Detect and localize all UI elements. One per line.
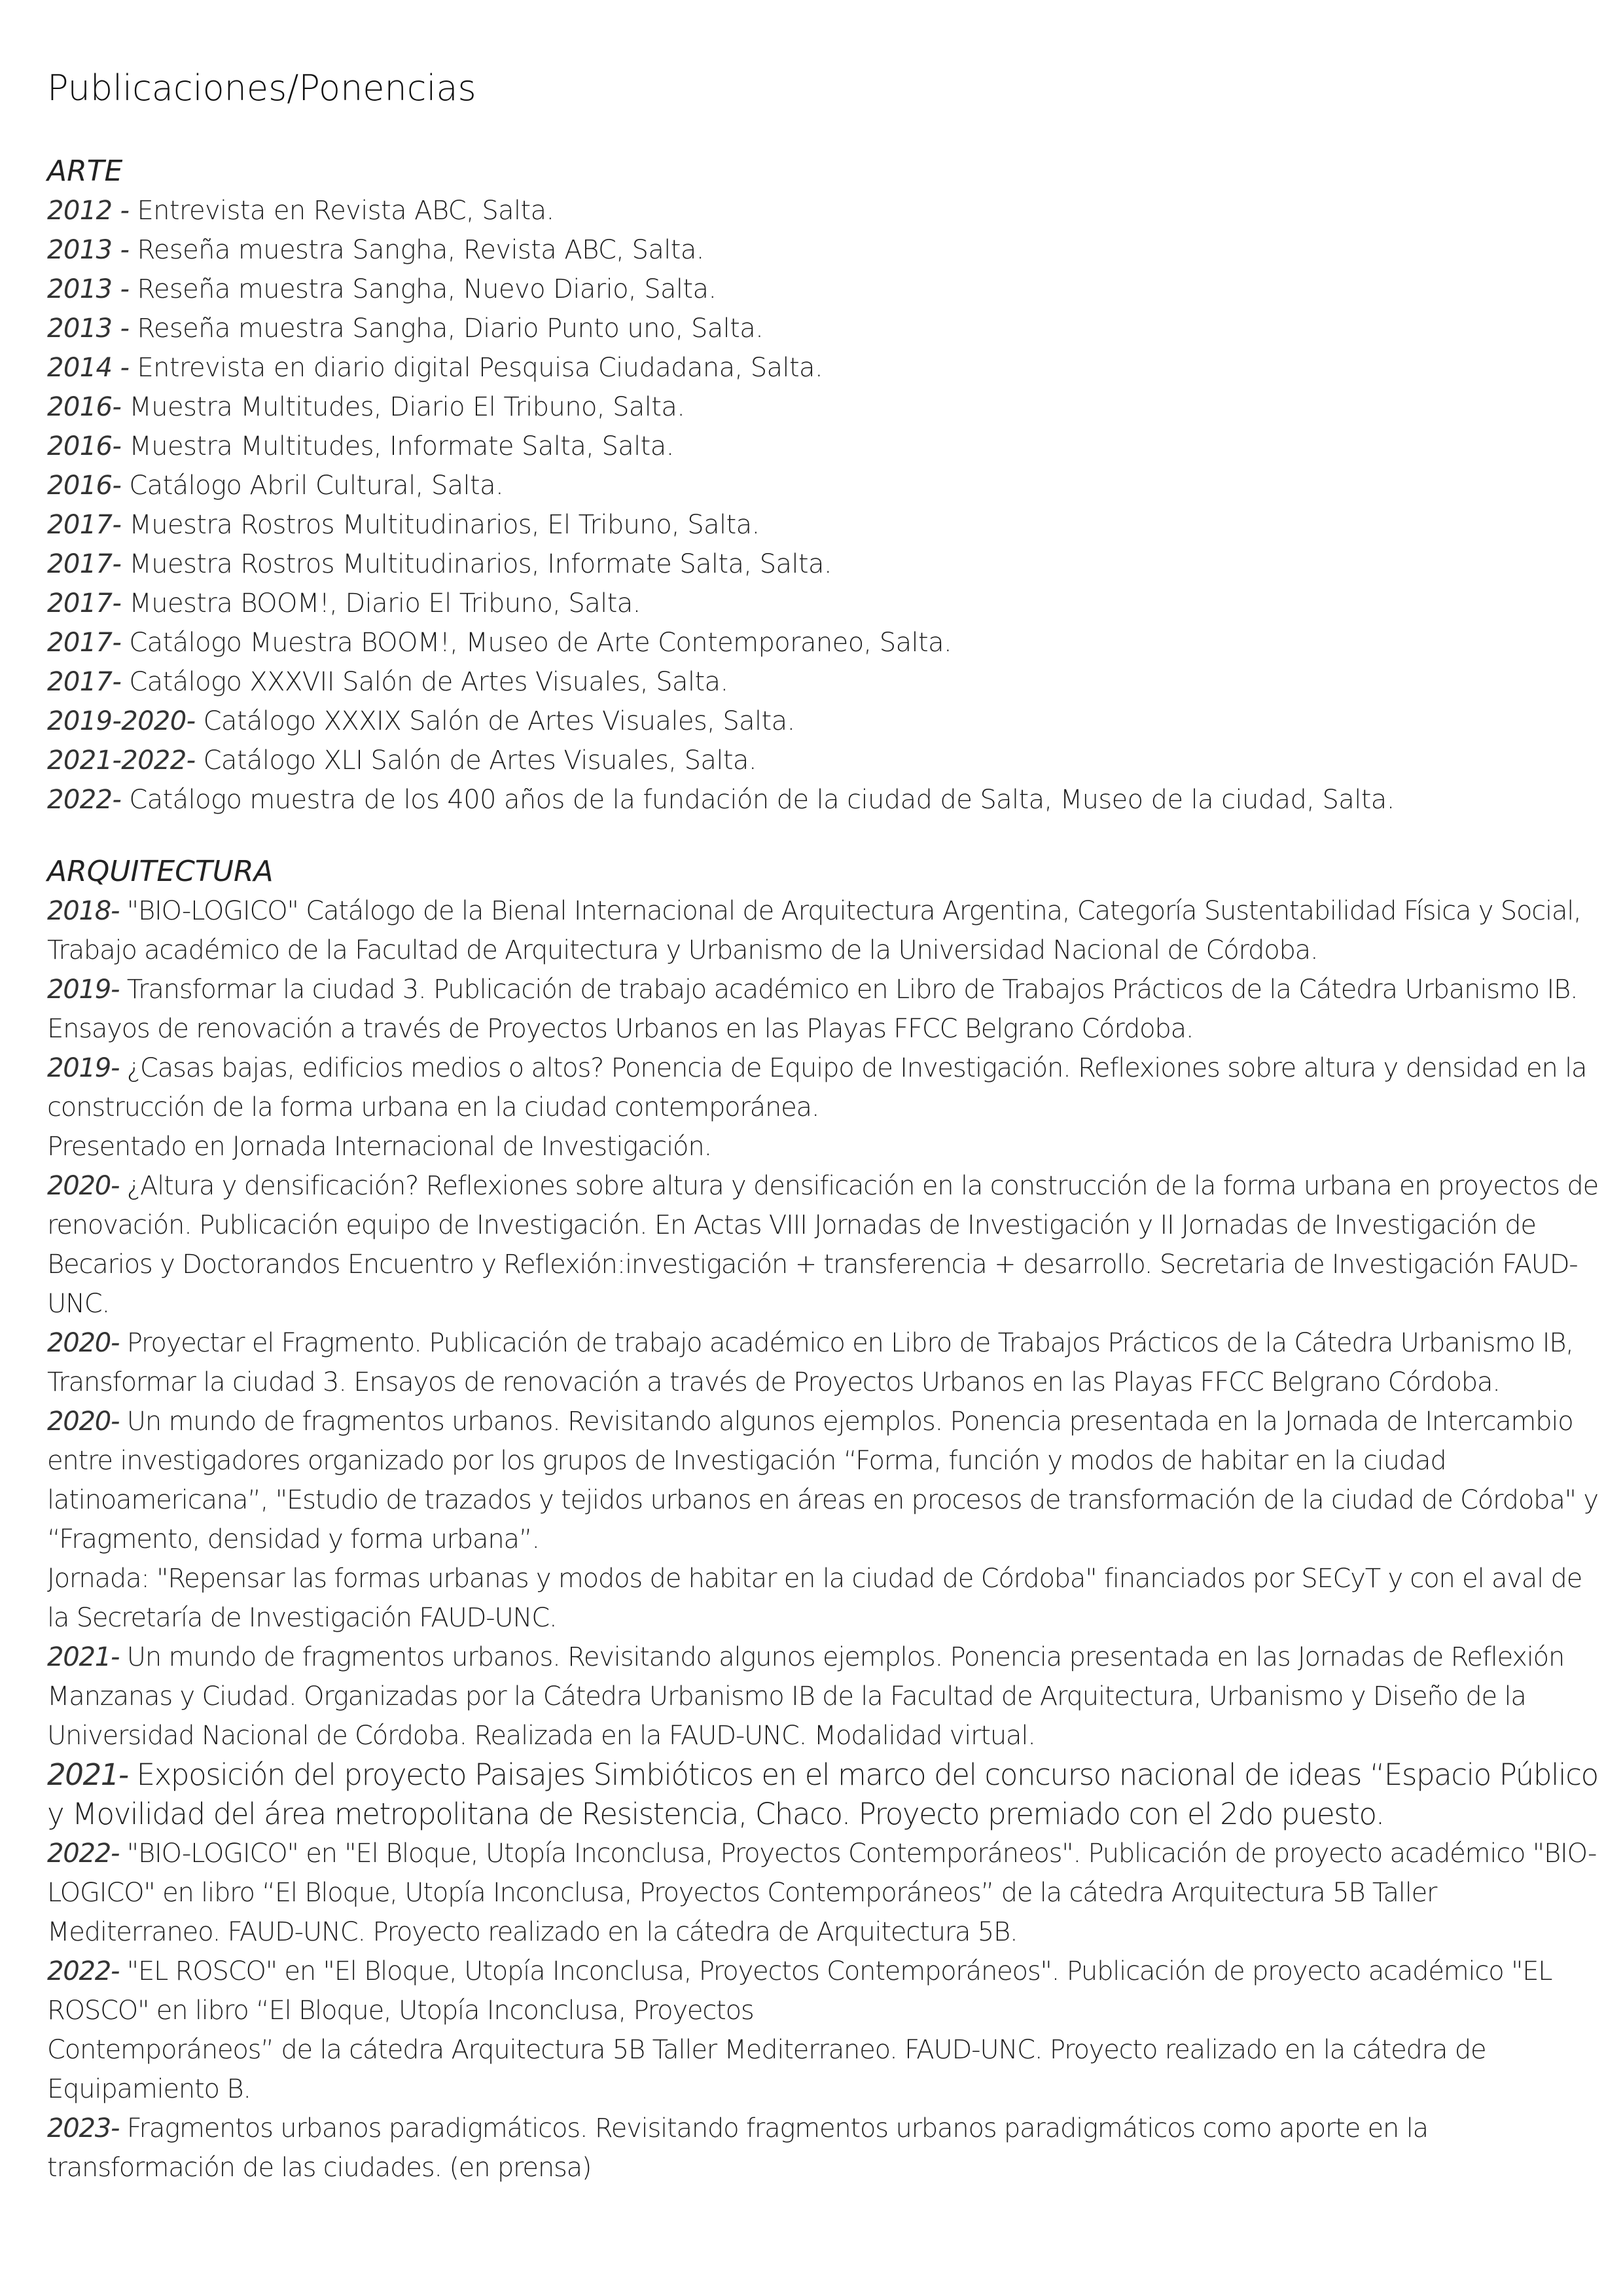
list-item	[47, 466, 1605, 505]
entry-text: Catálogo Muestra BOOM!, Museo de Arte Contemporaneo, Salta.	[121, 628, 952, 658]
entry-year: 2017-	[47, 588, 122, 619]
entry-year: 2014 -	[47, 353, 130, 383]
arquitectura-list	[47, 891, 1605, 2187]
document-page	[47, 59, 1605, 2220]
list-item	[47, 387, 1605, 427]
entry-text: Catálogo Abril Cultural, Salta.	[121, 471, 504, 501]
entry-year: 2020-	[47, 1171, 120, 1201]
arte-list	[47, 191, 1605, 819]
list-item	[47, 1638, 1605, 1755]
entry-text: ¿Altura y densificación? Reflexiones sobre altura y densificación en la construcción de la forma urbana en proyectos de renovación. Publicación equipo de Investigación. En Actas VIII Jornadas de Investigación y II Jornadas de Investigación de Becarios y Doctorandos Encuentro y Reflexión:investigación + transferencia + desarrollo. Secretaria de Investigación FAUD-UNC.	[47, 1171, 1598, 1319]
entry-text: Reseña muestra Sangha, Revista ABC, Salta.	[129, 235, 704, 265]
section-arquitectura	[47, 852, 1605, 2187]
list-item	[47, 780, 1605, 819]
entry-year: 2021-	[47, 1642, 120, 1672]
entry-year: 2017-	[47, 510, 122, 540]
entry-text: Entrevista en diario digital Pesquisa Ciudadana, Salta.	[129, 353, 823, 383]
entry-year: 2017-	[47, 549, 122, 579]
list-item	[47, 741, 1605, 780]
list-item	[47, 2030, 1605, 2109]
list-item	[47, 191, 1605, 230]
entry-year: 2017-	[47, 628, 122, 658]
page-title: Publicaciones/Ponencias	[47, 67, 476, 109]
entry-text: Muestra Rostros Multitudinarios, Informate Salta, Salta.	[121, 549, 832, 579]
list-item	[47, 1127, 1605, 1166]
entry-year: 2018-	[47, 896, 120, 926]
list-item	[47, 1952, 1605, 2030]
entry-year: 2022-	[47, 785, 122, 815]
entry-year: 2012 -	[47, 196, 130, 226]
section-heading-arquitectura: ARQUITECTURA	[47, 855, 274, 888]
entry-year: 2016-	[47, 471, 122, 501]
entry-text: Reseña muestra Sangha, Diario Punto uno, Salta.	[129, 314, 764, 344]
section-arte	[47, 152, 1605, 819]
entry-year: 2013 -	[47, 274, 130, 304]
list-item	[47, 1323, 1605, 1402]
entry-text: Entrevista en Revista ABC, Salta.	[129, 196, 554, 226]
list-item	[47, 545, 1605, 584]
entry-year: 2019-2020-	[47, 706, 196, 736]
list-item	[47, 1559, 1605, 1638]
section-heading-arte: ARTE	[47, 154, 123, 188]
entry-text: Muestra Rostros Multitudinarios, El Tribuno, Salta.	[121, 510, 760, 540]
entry-text: Catálogo XLI Salón de Artes Visuales, Salta.	[195, 745, 757, 776]
list-item	[47, 1166, 1605, 1323]
list-item	[47, 662, 1605, 702]
entry-year: 2020-	[47, 1328, 120, 1358]
list-item	[47, 970, 1605, 1049]
entry-year: 2020-	[47, 1407, 120, 1437]
entry-year: 2022-	[47, 1956, 120, 1986]
entry-year: 2023-	[47, 2113, 120, 2144]
entry-text: Jornada: "Repensar las formas urbanas y modos de habitar en la ciudad de Córdoba" financiados por SECyT y con el aval de la Secretaría de Investigación FAUD-UNC.	[47, 1564, 1582, 1633]
entry-text: Transformar la ciudad 3. Publicación de trabajo académico en Libro de Trabajos Prácticos de la Cátedra Urbanismo IB. Ensayos de renovación a través de Proyectos Urbanos en las Playas FFCC Belgrano Córdoba.	[47, 975, 1578, 1044]
entry-year: 2016-	[47, 431, 122, 461]
list-item	[47, 505, 1605, 545]
list-item	[47, 584, 1605, 623]
entry-text: Catálogo XXXVII Salón de Artes Visuales, Salta.	[121, 667, 728, 697]
list-item	[47, 623, 1605, 662]
entry-year: 2019-	[47, 975, 120, 1005]
list-item	[47, 1755, 1605, 1834]
entry-text: Muestra Multitudes, Informate Salta, Salta.	[121, 431, 674, 461]
list-item	[47, 702, 1605, 741]
list-item	[47, 270, 1605, 309]
entry-year: 2021-	[47, 1757, 128, 1792]
list-item	[47, 1402, 1605, 1559]
entry-text: Reseña muestra Sangha, Nuevo Diario, Salta.	[129, 274, 717, 304]
entry-year: 2013 -	[47, 314, 130, 344]
entry-year: 2017-	[47, 667, 122, 697]
list-item	[47, 891, 1605, 970]
entry-text: Catálogo muestra de los 400 años de la fundación de la ciudad de Salta, Museo de la ciudad, Salta.	[121, 785, 1395, 815]
list-item	[47, 309, 1605, 348]
entry-text: Presentado en Jornada Internacional de Investigación.	[47, 1132, 711, 1162]
entry-text: Catálogo XXXIX Salón de Artes Visuales, Salta.	[195, 706, 795, 736]
entry-text: Un mundo de fragmentos urbanos. Revisitando algunos ejemplos. Ponencia presentada en las Jornadas de Reflexión Manzanas y Ciudad. Organizadas por la Cátedra Urbanismo IB de la Facultad de Arquitectura, Urbanismo y Diseño de la Universidad Nacional de Córdoba. Realizada en la FAUD-UNC. Modalidad virtual.	[47, 1642, 1565, 1751]
entry-text: ¿Casas bajas, edificios medios o altos? Ponencia de Equipo de Investigación. Reflexiones sobre altura y densidad en la construcción de la forma urbana en la ciudad contemporánea.	[47, 1053, 1587, 1122]
entry-text: Exposición del proyecto Paisajes Simbióticos en el marco del concurso nacional de ideas “Espacio Público y Movilidad del área metropolitana de Resistencia, Chaco. Proyecto premiado con el 2do puesto.	[47, 1757, 1598, 1831]
entry-text: "BIO-LOGICO" en "El Bloque, Utopía Inconclusa, Proyectos Contemporáneos". Publicación de proyecto académico "BIO-LOGICO" en libro “El Bloque, Utopía Inconclusa, Proyectos Contemporáneos” de la cátedra Arquitectura 5B Taller Mediterraneo. FAUD-UNC. Proyecto realizado en la cátedra de Arquitectura 5B.	[47, 1839, 1597, 1947]
list-item	[47, 1834, 1605, 1952]
entry-text: Un mundo de fragmentos urbanos. Revisitando algunos ejemplos. Ponencia presentada en la Jornada de Intercambio entre investigadores organizado por los grupos de Investigación “Forma, función y modos de habitar en la ciudad latinoamericana”, "Estudio de trazados y tejidos urbanos en áreas en procesos de transformación de la ciudad de Córdoba" y “Fragmento, densidad y forma urbana”.	[47, 1407, 1598, 1554]
entry-year: 2021-2022-	[47, 745, 196, 776]
list-item	[47, 1049, 1605, 1127]
entry-year: 2013 -	[47, 235, 130, 265]
list-item	[47, 348, 1605, 387]
entry-year: 2019-	[47, 1053, 120, 1083]
entry-text: Muestra BOOM!, Diario El Tribuno, Salta.	[121, 588, 641, 619]
list-item	[47, 230, 1605, 270]
list-item	[47, 427, 1605, 466]
entry-text: Proyectar el Fragmento. Publicación de trabajo académico en Libro de Trabajos Prácticos de la Cátedra Urbanismo IB, Transformar la ciudad 3. Ensayos de renovación a través de Proyectos Urbanos en las Playas FFCC Belgrano Córdoba.	[47, 1328, 1573, 1397]
entry-year: 2022-	[47, 1839, 120, 1869]
entry-text: "BIO-LOGICO" Catálogo de la Bienal Internacional de Arquitectura Argentina, Categoría Sustentabilidad Física y Social, Trabajo académico de la Facultad de Arquitectura y Urbanismo de la Universidad Nacional de Córdoba.	[47, 896, 1581, 965]
entry-text: Muestra Multitudes, Diario El Tribuno, Salta.	[121, 392, 685, 422]
entry-text: Contemporáneos” de la cátedra Arquitectura 5B Taller Mediterraneo. FAUD-UNC. Proyecto realizado en la cátedra de Equipamiento B.	[47, 2035, 1486, 2104]
entry-text: "EL ROSCO" en "El Bloque, Utopía Inconclusa, Proyectos Contemporáneos". Publicación de proyecto académico "EL ROSCO" en libro “El Bloque, Utopía Inconclusa, Proyectos	[47, 1956, 1552, 2026]
entry-year: 2016-	[47, 392, 122, 422]
entry-text: Fragmentos urbanos paradigmáticos. Revisitando fragmentos urbanos paradigmáticos como aporte en la transformación de las ciudades. (en prensa)	[47, 2113, 1428, 2183]
list-item	[47, 2109, 1605, 2187]
